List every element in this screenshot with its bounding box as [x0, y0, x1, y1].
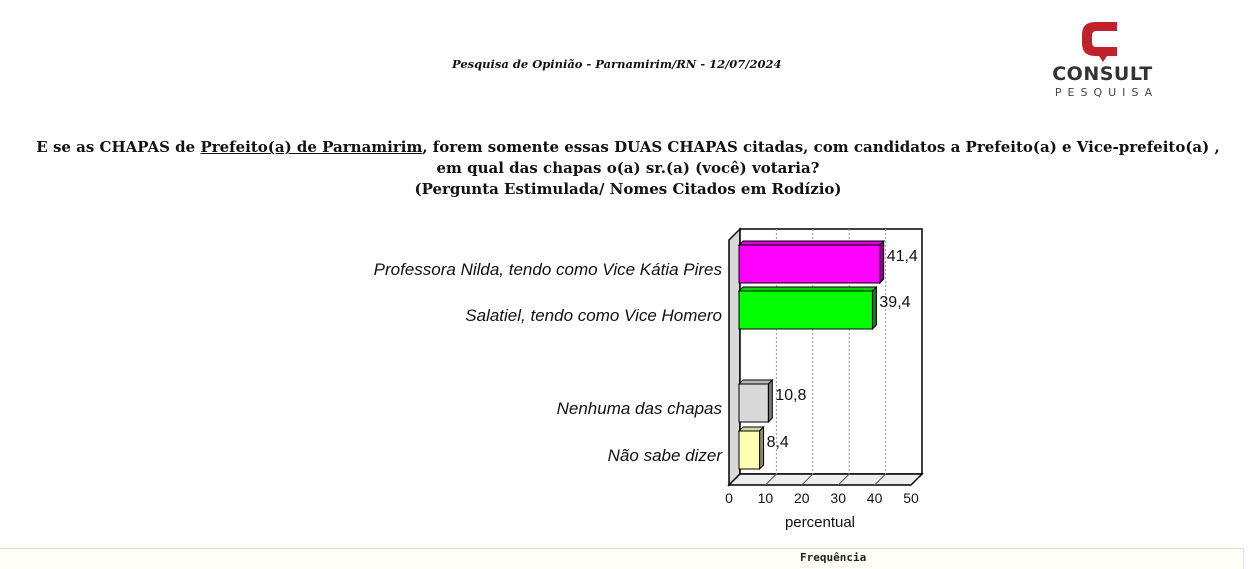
- frequency-table: [0, 548, 1244, 569]
- survey-header: Pesquisa de Opinião - Parnamirim/RN - 12/07/2024: [452, 57, 782, 71]
- x-tick-label: 0: [725, 490, 733, 506]
- chart-svg: [0, 215, 1256, 540]
- category-label: Não sabe dizer: [607, 446, 722, 465]
- bar-chart: [0, 215, 1256, 540]
- bar-side: [760, 427, 764, 469]
- bar-side: [880, 241, 884, 283]
- x-tick-label: 50: [903, 490, 919, 506]
- data-label: 10,8: [775, 387, 807, 404]
- category-label: Nenhuma das chapas: [556, 399, 722, 418]
- chart-floor: [729, 474, 922, 485]
- x-tick-label: 20: [794, 490, 810, 506]
- logo-subtitle: PESQUISA: [1054, 86, 1159, 99]
- consult-logo-icon: [1077, 18, 1127, 64]
- bar: [739, 245, 880, 283]
- bar-side: [768, 380, 772, 422]
- bar-top: [739, 287, 876, 291]
- category-label: Salatiel, tendo como Vice Homero: [465, 306, 722, 325]
- logo-name: CONSULT: [1052, 63, 1153, 85]
- category-label: Professora Nilda, tendo como Vice Kátia Pires: [373, 260, 722, 279]
- x-tick-label: 30: [830, 490, 846, 506]
- question-text: [0, 137, 1256, 200]
- frequency-table-caption: Frequência: [800, 551, 867, 564]
- x-tick-label: 40: [866, 490, 883, 506]
- question-line-3: (Pergunta Estimulada/ Nomes Citados em Rodízio): [414, 180, 842, 198]
- bar: [739, 291, 872, 329]
- data-label: 8,4: [766, 434, 789, 451]
- bar-top: [739, 380, 772, 384]
- question-line-2: em qual das chapas o(a) sr.(a) (você) votaria?: [436, 159, 820, 177]
- data-label: 39,4: [879, 294, 911, 311]
- x-tick-label: 10: [757, 490, 774, 506]
- x-axis-label: percentual: [784, 514, 856, 531]
- consult-logo: [1040, 18, 1170, 102]
- question-suffix: , forem somente essas DUAS CHAPAS citadas, com candidatos a Prefeito(a) e Vice-prefeito(a) ,: [422, 138, 1220, 156]
- bar-side: [872, 287, 876, 329]
- bar: [739, 431, 760, 469]
- chart-left-wall: [729, 229, 740, 485]
- question-prefix: E se as CHAPAS de: [36, 138, 201, 156]
- question-line-1: [0, 137, 1256, 158]
- question-underlined: Prefeito(a) de Parnamirim: [200, 138, 423, 156]
- bar: [739, 384, 768, 422]
- bar-top: [739, 241, 884, 245]
- data-label: 41,4: [886, 248, 918, 265]
